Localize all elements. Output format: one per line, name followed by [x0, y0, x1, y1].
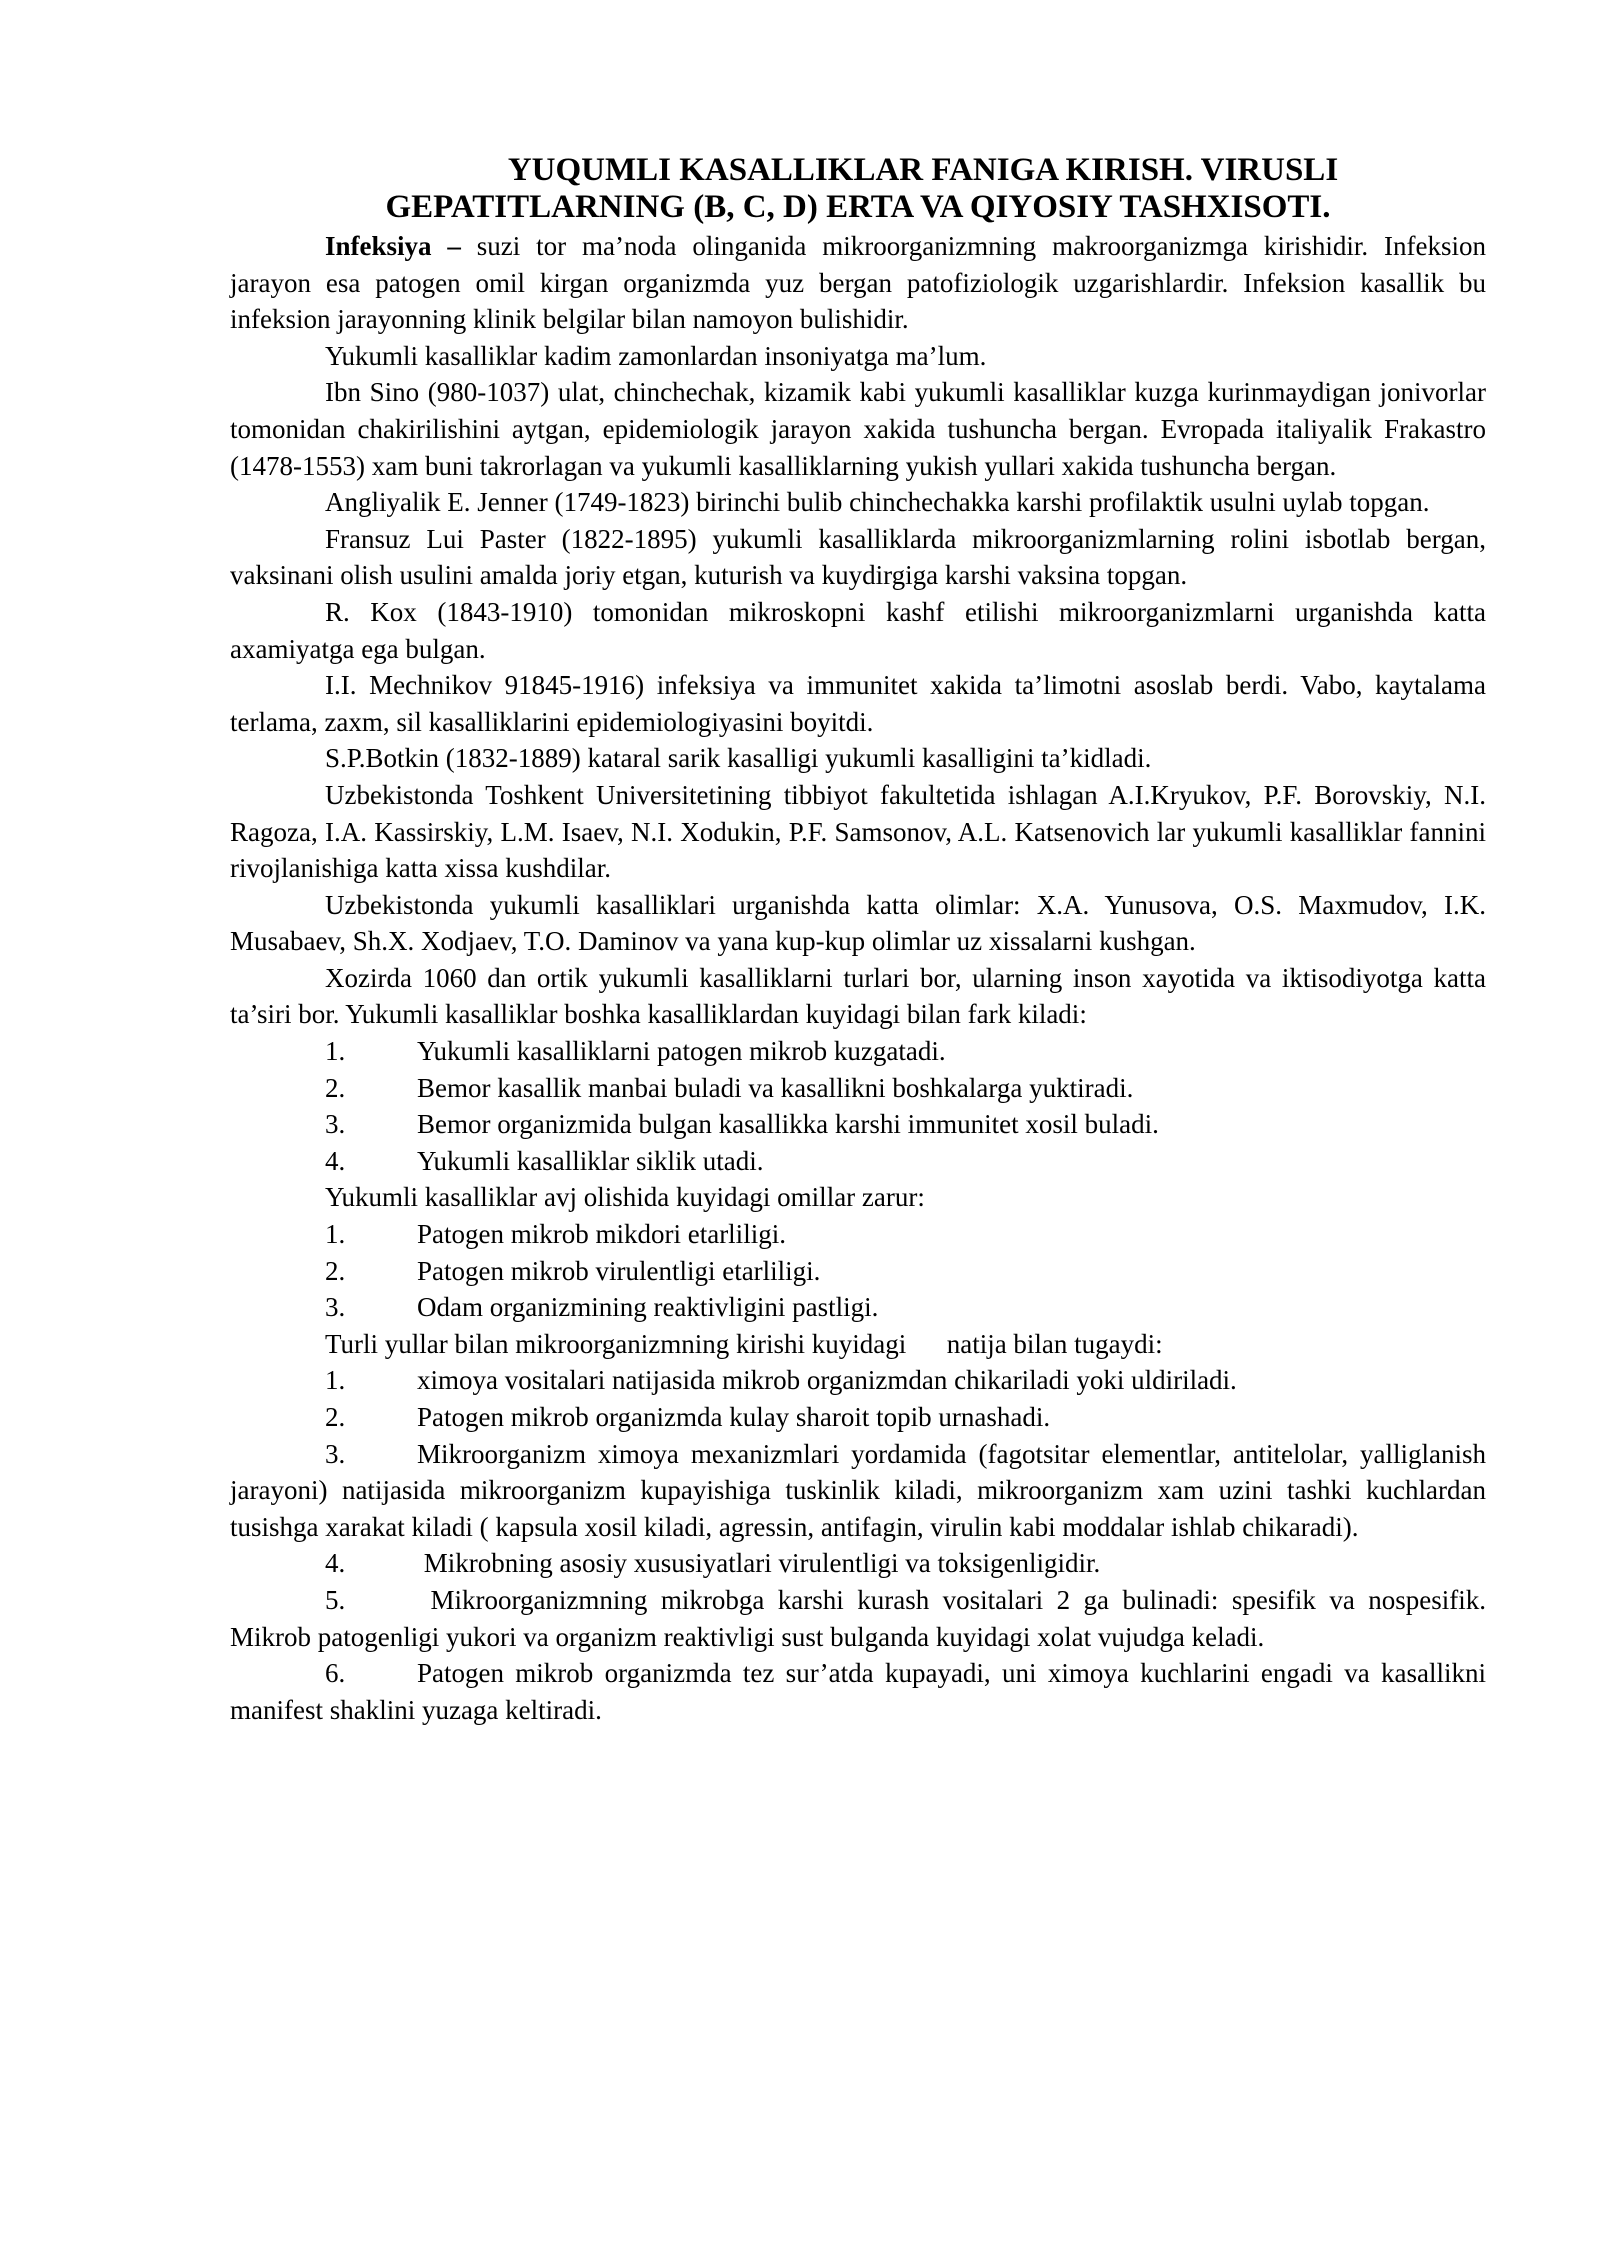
list-item — [230, 1289, 1486, 1326]
paragraph-factors-intro: Yukumli kasalliklar avj olishida kuyidagi omillar zarur: — [325, 1182, 925, 1213]
paragraph-disease-count: Xozirda 1060 dan ortik yukumli kasalliklarni turlari bor, ularning inson xayotida va iktisodiyotga katta ta’siri bor. Yukumli kasalliklar boshka kasalliklardan kuyidagi bilan fark kiladi: — [230, 962, 1486, 1030]
list-item-number: 3. — [325, 1292, 346, 1323]
list-item-text: Patogen mikrob organizmda kulay sharoit topib urnashadi. — [417, 1402, 1051, 1432]
list-item — [230, 1362, 1486, 1399]
list-item-number: 6. — [325, 1658, 346, 1689]
paragraph-uzbek-scientists: Uzbekistonda yukumli kasalliklari urganishda katta olimlar: X.A. Yunusova, O.S. Maxmudov, I.K. Musabaev, Sh.X. Xodjaev, T.O. Daminov va yana kup-kup olimlar uz xissalarni kushgan. — [230, 889, 1486, 957]
list-item — [230, 1399, 1486, 1436]
intro-paragraph — [230, 228, 1486, 338]
list-item-number: 2. — [325, 1402, 346, 1432]
list-item — [230, 1070, 1486, 1107]
list-item — [230, 1655, 1486, 1728]
list-item-number: 4. — [325, 1548, 346, 1579]
list-item-text: Bemor kasallik manbai buladi va kasallikni boshkalarga yuktiradi. — [417, 1072, 1134, 1103]
list-item-text: Odam organizmining reaktivligini pastligi. — [417, 1292, 879, 1323]
list-item — [230, 1253, 1486, 1290]
paragraph-kox: R. Kox (1843-1910) tomonidan mikroskopni kashf etilishi mikroorganizmlarni urganishda katta axamiyatga ega bulgan. — [230, 596, 1486, 664]
list-item-number: 5. — [325, 1584, 346, 1615]
list-item-number: 2. — [325, 1255, 346, 1286]
title-line-2: GEPATITLARNING (B, C, D) ERTA VA QIYOSIY TASHXISOTI. — [385, 189, 1331, 225]
list-factors — [230, 1216, 1486, 1326]
list-item-number: 1. — [325, 1219, 346, 1250]
list-item — [230, 1436, 1486, 1546]
list-item-text: ximoya vositalari natijasida mikrob organizmdan chikariladi yoki uldiriladi. — [417, 1365, 1237, 1396]
list-item-number: 3. — [325, 1109, 346, 1140]
paragraph-paster: Fransuz Lui Paster (1822-1895) yukumli kasalliklarda mikroorganizmlarning rolini isbotlab bergan, vaksinani olish usulini amalda joriy etgan, kuturish va kuydirgiga karshi vaksina topgan. — [230, 523, 1486, 591]
list-item — [230, 1106, 1486, 1143]
list-item-text: Yukumli kasalliklarni patogen mikrob kuzgatadi. — [417, 1036, 946, 1067]
list-item — [230, 1143, 1486, 1180]
list-item-number: 3. — [325, 1438, 346, 1469]
list-item-text: Yukumli kasalliklar siklik utadi. — [417, 1145, 764, 1176]
paragraph-outcomes-intro: Turli yullar bilan mikroorganizmning kirishi kuyidagi natija bilan tugaydi: — [325, 1328, 1163, 1359]
list-item-text: Patogen mikrob virulentligi etarliligi. — [417, 1255, 821, 1286]
list-item — [230, 1582, 1486, 1655]
list-item — [230, 1545, 1486, 1582]
document-page — [230, 152, 1486, 1728]
paragraph-jenner: Angliyalik E. Jenner (1749-1823) birinchi bulib chinchechakka karshi profilaktik usulni uylab topgan. — [325, 487, 1430, 518]
document-title — [230, 152, 1486, 226]
paragraph-botkin: S.P.Botkin (1832-1889) kataral sarik kasalligi yukumli kasalligini ta’kidladi. — [325, 743, 1152, 774]
list-item — [230, 1033, 1486, 1070]
list-item — [230, 1216, 1486, 1253]
intro-term: Infeksiya – — [325, 231, 461, 261]
list-differences — [230, 1033, 1486, 1179]
intro-text: suzi tor ma’noda olinganida mikroorganizmning makroorganizmga kirishidir. Infeksion jarayon esa patogen omil kirgan organizmda yuz bergan patofiziologik uzgarishlardir. Infeksion kasallik bu infeksion jarayonning klinik belgilar bilan namoyon bulishidir. — [230, 231, 1486, 335]
list-item-text: Mikroorganizm ximoya mexanizmlari yordamida (fagotsitar elementlar, antitelolar, yalliglanish jarayoni) natijasida mikroorganizm kupayishiga tuskinlik kiladi, mikroorganizm xam uzini tashki kuchlardan tusishga xarakat kiladi ( kapsula xosil kiladi, agressin, antifagin, virulin kabi moddalar ishlab chikaradi). — [230, 1438, 1486, 1542]
list-item-text: Patogen mikrob organizmda tez sur’atda kupayadi, uni ximoya kuchlarini engadi va kasallikni manifest shaklini yuzaga keltiradi. — [230, 1658, 1486, 1725]
list-item-number: 1. — [325, 1036, 346, 1067]
paragraph-tashkent-university: Uzbekistonda Toshkent Universitetining tibbiyot fakultetida ishlagan A.I.Kryukov, P.F. Borovskiy, N.I. Ragoza, I.A. Kassirskiy, L.M. Isaev, N.I. Xodukin, P.F. Samsonov, A.L. Katsenovich lar yukumli kasalliklar fannini rivojlanishiga katta xissa kushdilar. — [230, 779, 1486, 884]
list-item-number: 2. — [325, 1072, 346, 1103]
list-item-text: Patogen mikrob mikdori etarliligi. — [417, 1219, 786, 1250]
title-line-1: YUQUMLI KASALLIKLAR FANIGA KIRISH. VIRUSLI — [507, 152, 1339, 188]
paragraph-mechnikov: I.I. Mechnikov 91845-1916) infeksiya va immunitet xakida ta’limotni asoslab berdi. Vabo, kaytalama terlama, zaxm, sil kasalliklarini epidemiologiyasini boyitdi. — [230, 670, 1486, 737]
paragraph-history-intro: Yukumli kasalliklar kadim zamonlardan insoniyatga ma’lum. — [325, 340, 987, 371]
list-outcomes — [230, 1362, 1486, 1728]
list-item-number: 4. — [325, 1145, 346, 1176]
list-item-text: Mikroorganizmning mikrobga karshi kurash vositalari 2 ga bulinadi: spesifik va nospesifik. Mikrob patogenligi yukori va organizm reaktivligi sust bulganda kuyidagi xolat vujudga keladi. — [230, 1584, 1486, 1652]
list-item-text: Bemor organizmida bulgan kasallikka karshi immunitet xosil buladi. — [417, 1109, 1159, 1140]
list-item-number: 1. — [325, 1365, 346, 1396]
paragraph-ibn-sino: Ibn Sino (980-1037) ulat, chinchechak, kizamik kabi yukumli kasalliklar kuzga kurinmaydigan jonivorlar tomonidan chakirilishini aytgan, epidemiologik jarayon xakida tushuncha bergan. Evropada italiyalik Frakastro (1478-1553) xam buni takrorlagan va yukumli kasalliklarning yukish yullari xakida tushuncha bergan. — [230, 377, 1486, 481]
list-item-text: Mikrobning asosiy xususiyatlari virulentligi va toksigenligidir. — [417, 1548, 1101, 1579]
